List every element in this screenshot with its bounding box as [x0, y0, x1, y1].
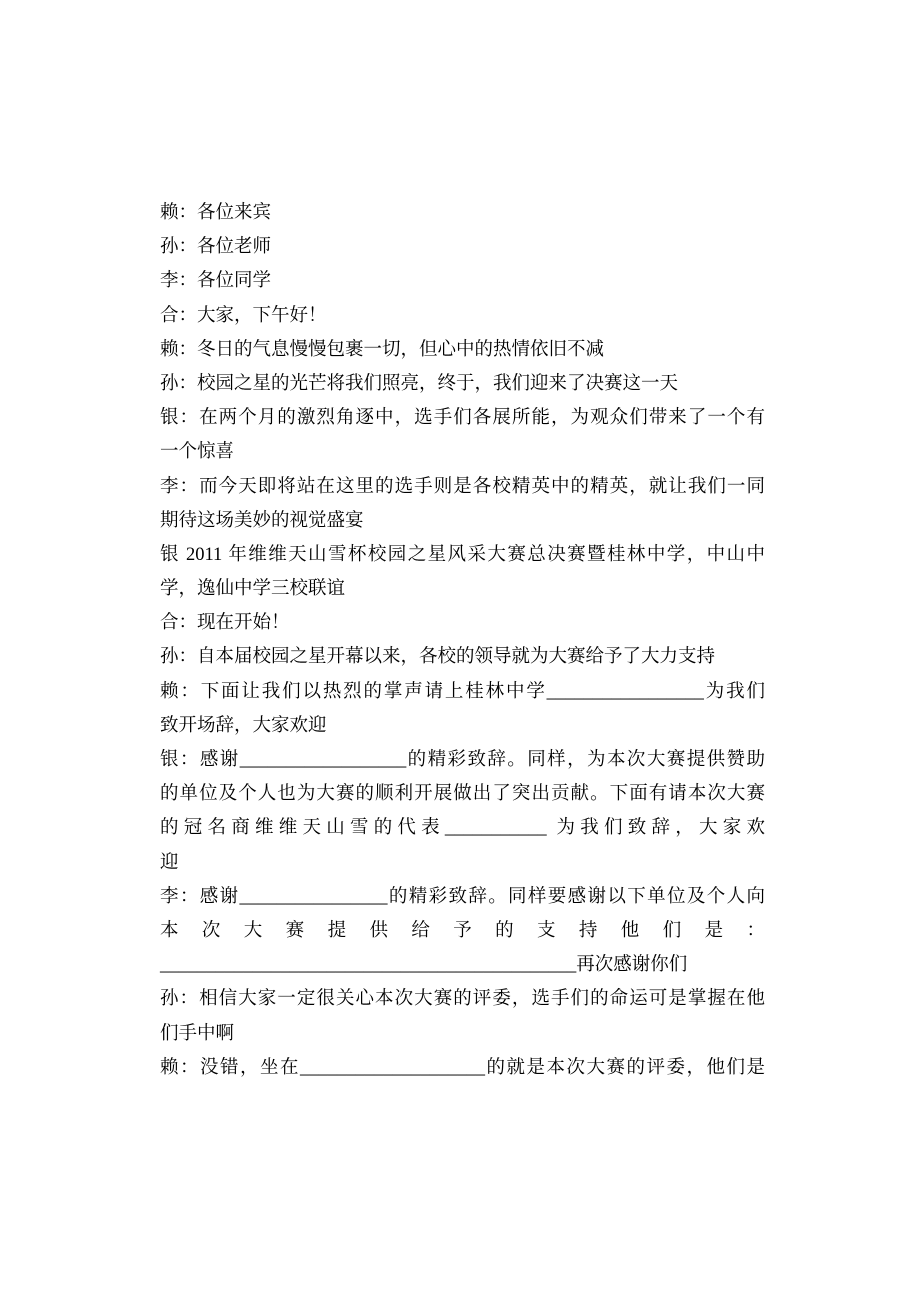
script-line: 期待这场美妙的视觉盛宴 — [160, 510, 364, 531]
script-line: 李：而今天即将站在这里的选手则是各校精英中的精英，就让我们一同 — [160, 476, 765, 497]
script-line: 银：感谢__________________的精彩致辞。同样，为本次大赛提供赞助 — [160, 750, 765, 770]
script-line: 一个惊喜 — [160, 442, 235, 463]
script-line: 李：感谢________________的精彩致辞。同样要感谢以下单位及个人向 — [160, 886, 765, 907]
script-line: 孙：校园之星的光芒将我们照亮，终于，我们迎来了决赛这一天 — [160, 373, 679, 394]
script-line: 们手中啊 — [160, 1023, 235, 1044]
script-line: 李：各位同学 — [160, 271, 272, 292]
script-line: _____________________________________________再次感谢你们 — [160, 955, 688, 976]
script-line: 的单位及个人也为大赛的顺利开展做出了突出贡献。下面有请本次大赛 — [160, 784, 765, 805]
script-line: 赖：下面让我们以热烈的掌声请上桂林中学_________________为我们 — [160, 681, 765, 702]
script-line: 孙：相信大家一定很关心本次大赛的评委，选手们的命运可是掌握在他 — [160, 989, 765, 1010]
script-line: 迎 — [160, 852, 179, 873]
script-line: 赖：没错，坐在____________________的就是本次大赛的评委，他们是 — [160, 1057, 765, 1078]
script-line: 合：大家，下午好！ — [160, 305, 327, 326]
script-line: 赖：各位来宾 — [160, 203, 272, 223]
script-line: 学，逸仙中学三校联谊 — [160, 579, 346, 600]
script-line: 银 2011 年维维天山雪杯校园之星风采大赛总决赛暨桂林中学，中山中 — [160, 544, 765, 565]
script-line: 孙：自本届校园之星开幕以来，各校的领导就为大赛给予了大力支持 — [160, 647, 716, 668]
script-line: 银：在两个月的激烈角逐中，选手们各展所能，为观众们带来了一个有 — [160, 408, 765, 429]
script-line: 合：现在开始！ — [160, 613, 290, 634]
script-line: 的冠名商维维天山雪的代表___________ 为我们致辞，大家欢 — [160, 818, 765, 839]
script-line: 致开场辞，大家欢迎 — [160, 715, 327, 736]
script-line: 孙：各位老师 — [160, 237, 272, 258]
document-page — [160, 196, 765, 1085]
script-line: 赖：冬日的气息慢慢包裹一切，但心中的热情依旧不减 — [160, 339, 605, 360]
script-line: 本 次 大 赛 提 供 给 予 的 支 持 他 们 是 ： — [160, 920, 765, 941]
